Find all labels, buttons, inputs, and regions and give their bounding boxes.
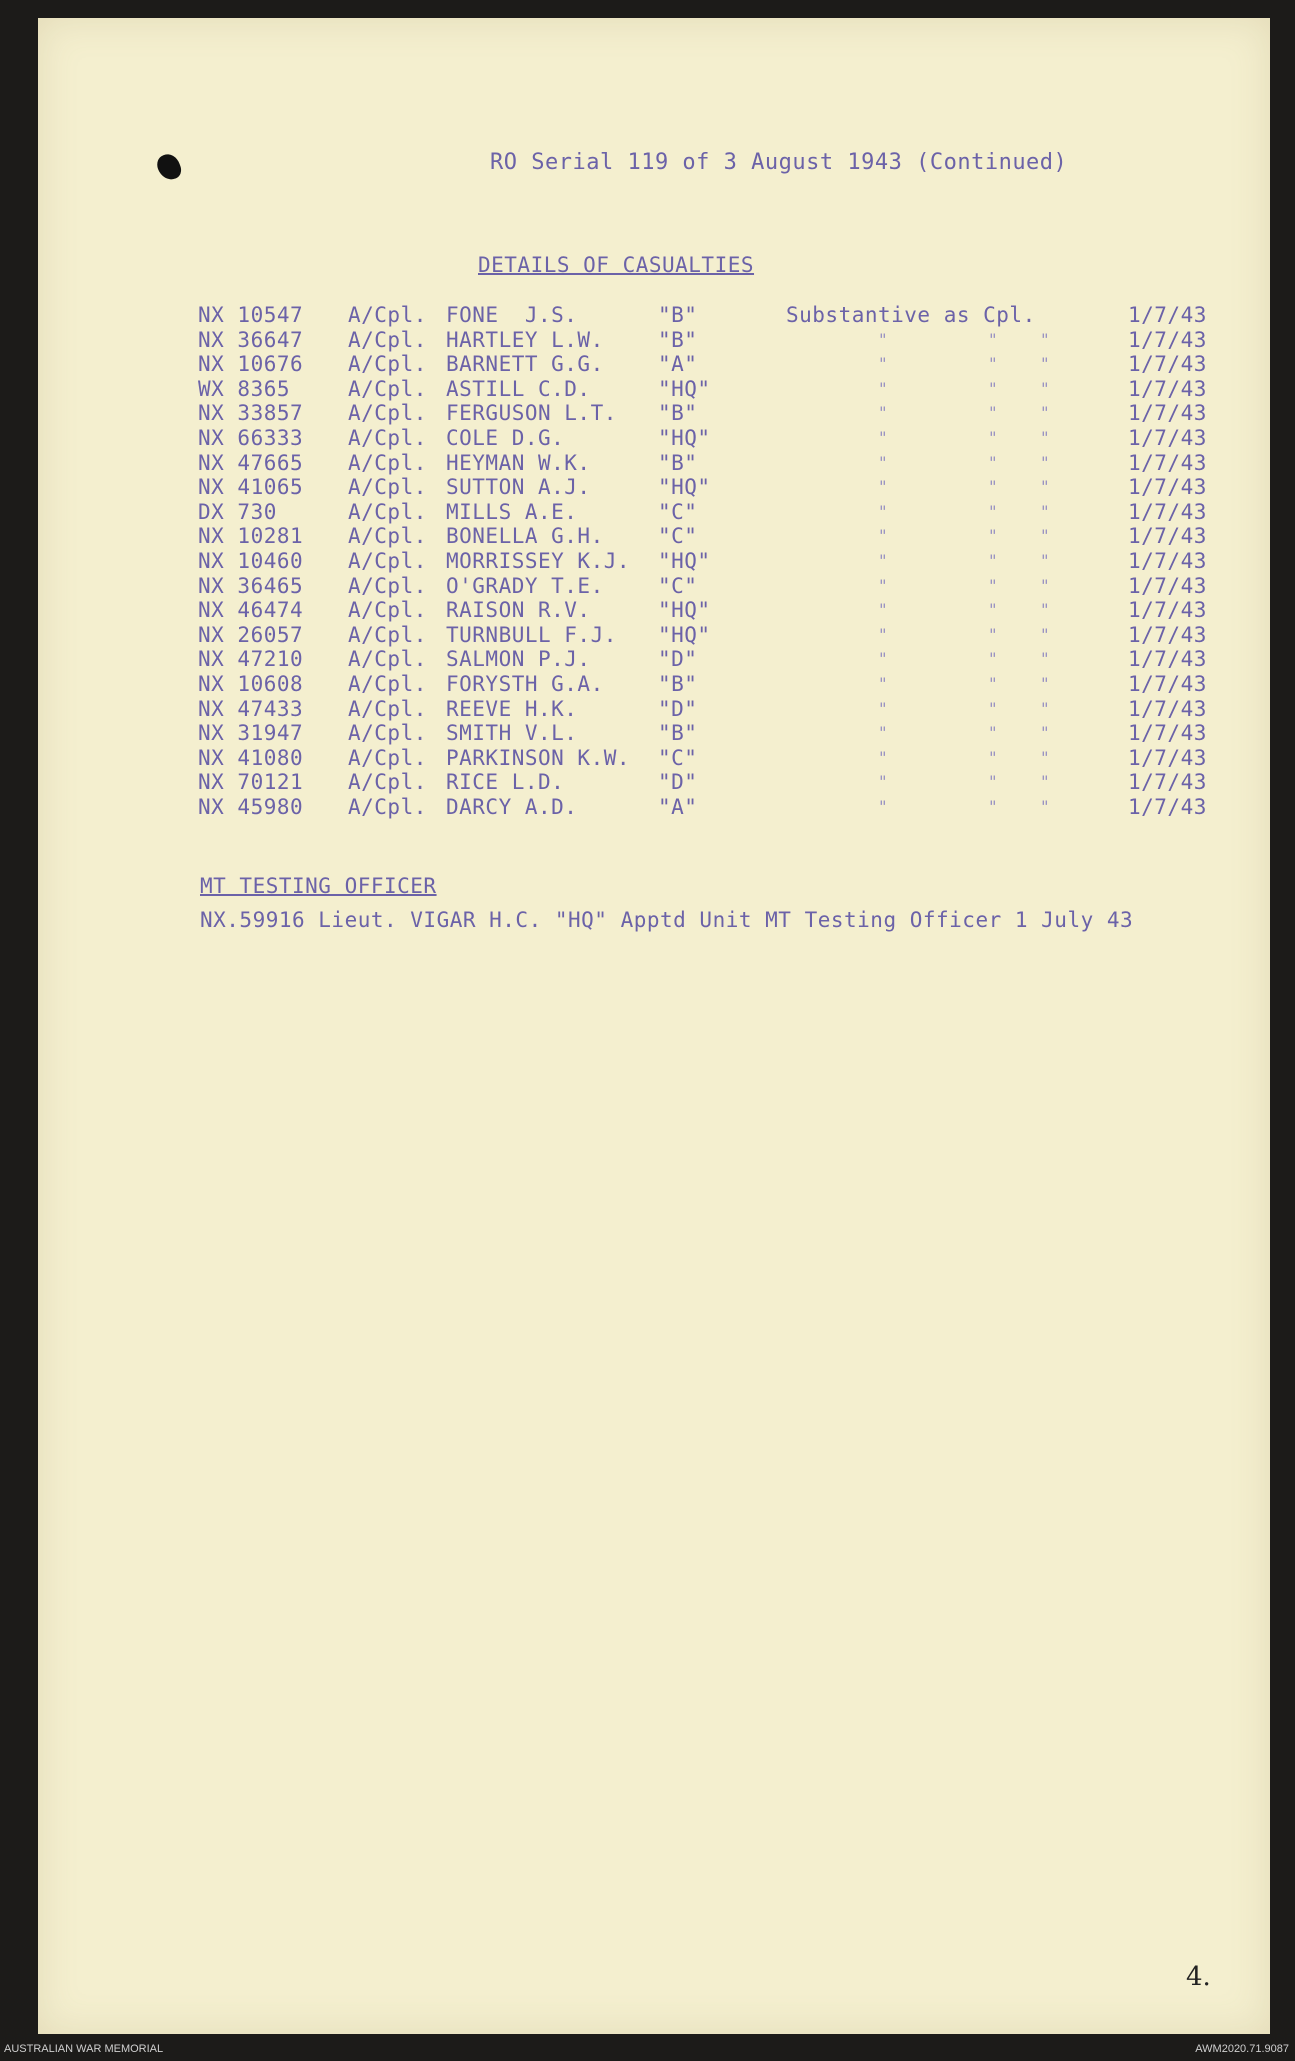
table-row: [198, 697, 1228, 722]
table-row: [198, 574, 1228, 599]
table-row: [198, 598, 1228, 623]
rank: A/Cpl.: [348, 352, 427, 377]
rank: A/Cpl.: [348, 671, 427, 696]
ditto-mark: ": [988, 698, 999, 718]
ditto-mark: ": [878, 600, 889, 620]
rank: A/Cpl.: [348, 524, 427, 549]
ditto-mark: ": [988, 772, 999, 792]
company: "B": [658, 450, 698, 475]
name: MORRISSEY K.J.: [446, 548, 631, 573]
table-row: [198, 770, 1228, 795]
ditto-mark: ": [1040, 329, 1051, 349]
rank: A/Cpl.: [348, 327, 427, 352]
ditto-mark: ": [1040, 452, 1051, 472]
ditto-mark: ": [988, 354, 999, 374]
effective-date: 1/7/43: [1128, 696, 1207, 721]
mt-officer-entry: NX.59916 Lieut. VIGAR H.C. "HQ" Apptd Unit MT Testing Officer 1 July 43: [200, 908, 1134, 932]
ditto-mark: ": [1040, 649, 1051, 669]
table-row: [198, 352, 1228, 377]
effective-date: 1/7/43: [1128, 303, 1207, 327]
ditto-mark: ": [1040, 550, 1051, 570]
company: "D": [658, 696, 698, 721]
service-number: NX 70121: [198, 770, 304, 795]
table-row: [198, 303, 1228, 328]
name: SMITH V.L.: [446, 721, 578, 746]
effective-date: 1/7/43: [1128, 524, 1207, 549]
service-number: NX 66333: [198, 425, 304, 450]
ditto-mark: ": [988, 452, 999, 472]
ditto-mark: ": [988, 378, 999, 398]
ditto-mark: ": [988, 747, 999, 767]
ditto-mark: ": [878, 501, 889, 521]
company: "HQ": [658, 475, 711, 500]
ditto-mark: ": [988, 526, 999, 546]
effective-date: 1/7/43: [1128, 327, 1207, 352]
name: FONE J.S.: [446, 303, 578, 327]
ditto-mark: ": [988, 329, 999, 349]
company: "C": [658, 573, 698, 598]
name: HARTLEY L.W.: [446, 327, 604, 352]
company: "A": [658, 794, 698, 819]
table-row: [198, 475, 1228, 500]
name: SUTTON A.J.: [446, 475, 591, 500]
ditto-mark: ": [878, 378, 889, 398]
ditto-mark: ": [988, 501, 999, 521]
effective-date: 1/7/43: [1128, 401, 1207, 426]
service-number: DX 730: [198, 499, 277, 524]
ditto-mark: ": [988, 796, 999, 816]
rank: A/Cpl.: [348, 745, 427, 770]
service-number: NX 10676: [198, 352, 304, 377]
effective-date: 1/7/43: [1128, 671, 1207, 696]
ditto-mark: ": [1040, 723, 1051, 743]
company: "HQ": [658, 548, 711, 573]
service-number: NX 10281: [198, 524, 304, 549]
ditto-mark: ": [1040, 698, 1051, 718]
company: "A": [658, 352, 698, 377]
ditto-mark: ": [878, 698, 889, 718]
name: HEYMAN W.K.: [446, 450, 591, 475]
ditto-mark: ": [1040, 477, 1051, 497]
effective-date: 1/7/43: [1128, 770, 1207, 795]
ditto-mark: ": [1040, 624, 1051, 644]
name: FORYSTH G.A.: [446, 671, 604, 696]
company: "B": [658, 671, 698, 696]
table-row: [198, 328, 1228, 353]
service-number: NX 47433: [198, 696, 304, 721]
company: "HQ": [658, 622, 711, 647]
table-row: [198, 672, 1228, 697]
ditto-mark: ": [988, 427, 999, 447]
name: PARKINSON K.W.: [446, 745, 631, 770]
effective-date: 1/7/43: [1128, 425, 1207, 450]
effective-date: 1/7/43: [1128, 499, 1207, 524]
action: Substantive as Cpl.: [786, 303, 1036, 327]
company: "C": [658, 524, 698, 549]
name: O'GRADY T.E.: [446, 573, 604, 598]
rank: A/Cpl.: [348, 548, 427, 573]
effective-date: 1/7/43: [1128, 598, 1207, 623]
service-number: NX 10547: [198, 303, 304, 327]
rank: A/Cpl.: [348, 696, 427, 721]
company: "D": [658, 647, 698, 672]
service-number: NX 36465: [198, 573, 304, 598]
ditto-mark: ": [878, 575, 889, 595]
mt-officer-title: MT TESTING OFFICER: [200, 874, 437, 898]
company: "B": [658, 401, 698, 426]
ditto-mark: ": [1040, 600, 1051, 620]
ditto-mark: ": [878, 526, 889, 546]
table-row: [198, 401, 1228, 426]
rank: A/Cpl.: [348, 401, 427, 426]
name: ASTILL C.D.: [446, 376, 591, 401]
rank: A/Cpl.: [348, 475, 427, 500]
rank: A/Cpl.: [348, 425, 427, 450]
service-number: NX 26057: [198, 622, 304, 647]
ditto-mark: ": [878, 354, 889, 374]
ditto-mark: ": [988, 600, 999, 620]
effective-date: 1/7/43: [1128, 352, 1207, 377]
footer-collection: AUSTRALIAN WAR MEMORIAL: [4, 2043, 164, 2055]
service-number: NX 41080: [198, 745, 304, 770]
company: "C": [658, 745, 698, 770]
rank: A/Cpl.: [348, 303, 427, 327]
company: "B": [658, 721, 698, 746]
service-number: NX 41065: [198, 475, 304, 500]
ditto-mark: ": [1040, 501, 1051, 521]
name: BONELLA G.H.: [446, 524, 604, 549]
company: "D": [658, 770, 698, 795]
table-row: [198, 426, 1228, 451]
company: "B": [658, 303, 698, 327]
effective-date: 1/7/43: [1128, 573, 1207, 598]
service-number: WX 8365: [198, 376, 291, 401]
effective-date: 1/7/43: [1128, 745, 1207, 770]
service-number: NX 47665: [198, 450, 304, 475]
ditto-mark: ": [878, 452, 889, 472]
rank: A/Cpl.: [348, 499, 427, 524]
rank: A/Cpl.: [348, 450, 427, 475]
ditto-mark: ": [988, 477, 999, 497]
name: RICE L.D.: [446, 770, 565, 795]
service-number: NX 33857: [198, 401, 304, 426]
ditto-mark: ": [988, 575, 999, 595]
effective-date: 1/7/43: [1128, 721, 1207, 746]
document-header: RO Serial 119 of 3 August 1943 (Continued): [490, 150, 1068, 175]
ditto-mark: ": [1040, 772, 1051, 792]
ditto-mark: ": [878, 649, 889, 669]
effective-date: 1/7/43: [1128, 376, 1207, 401]
company: "HQ": [658, 425, 711, 450]
service-number: NX 10460: [198, 548, 304, 573]
ditto-mark: ": [878, 427, 889, 447]
ditto-mark: ": [988, 624, 999, 644]
punch-hole: [154, 151, 184, 183]
ditto-mark: ": [988, 403, 999, 423]
company: "C": [658, 499, 698, 524]
name: REEVE H.K.: [446, 696, 578, 721]
service-number: NX 31947: [198, 721, 304, 746]
ditto-mark: ": [878, 550, 889, 570]
ditto-mark: ": [1040, 354, 1051, 374]
table-row: [198, 500, 1228, 525]
table-row: [198, 721, 1228, 746]
table-row: [198, 549, 1228, 574]
ditto-mark: ": [1040, 796, 1051, 816]
ditto-mark: ": [988, 673, 999, 693]
table-row: [198, 451, 1228, 476]
rank: A/Cpl.: [348, 598, 427, 623]
ditto-mark: ": [988, 649, 999, 669]
rank: A/Cpl.: [348, 622, 427, 647]
ditto-mark: ": [878, 477, 889, 497]
company: "HQ": [658, 376, 711, 401]
effective-date: 1/7/43: [1128, 475, 1207, 500]
ditto-mark: ": [878, 796, 889, 816]
rank: A/Cpl.: [348, 573, 427, 598]
ditto-mark: ": [878, 673, 889, 693]
ditto-mark: ": [988, 723, 999, 743]
table-row: [198, 623, 1228, 648]
service-number: NX 36647: [198, 327, 304, 352]
ditto-mark: ": [1040, 403, 1051, 423]
table-row: [198, 647, 1228, 672]
casualties-title: DETAILS OF CASUALTIES: [478, 253, 755, 277]
ditto-mark: ": [1040, 378, 1051, 398]
company: "HQ": [658, 598, 711, 623]
ditto-mark: ": [878, 403, 889, 423]
name: RAISON R.V.: [446, 598, 591, 623]
name: MILLS A.E.: [446, 499, 578, 524]
table-row: [198, 524, 1228, 549]
rank: A/Cpl.: [348, 721, 427, 746]
rank: A/Cpl.: [348, 376, 427, 401]
table-row: [198, 377, 1228, 402]
effective-date: 1/7/43: [1128, 450, 1207, 475]
name: TURNBULL F.J.: [446, 622, 617, 647]
rank: A/Cpl.: [348, 770, 427, 795]
service-number: NX 10608: [198, 671, 304, 696]
name: SALMON P.J.: [446, 647, 591, 672]
rank: A/Cpl.: [348, 647, 427, 672]
ditto-mark: ": [878, 329, 889, 349]
ditto-mark: ": [878, 747, 889, 767]
service-number: NX 46474: [198, 598, 304, 623]
ditto-mark: ": [1040, 427, 1051, 447]
ditto-mark: ": [1040, 526, 1051, 546]
ditto-mark: ": [988, 550, 999, 570]
ditto-mark: ": [1040, 673, 1051, 693]
effective-date: 1/7/43: [1128, 548, 1207, 573]
name: COLE D.G.: [446, 425, 565, 450]
casualties-table: [198, 303, 1228, 819]
company: "B": [658, 327, 698, 352]
footer-accession: AWM2020.71.9087: [1195, 2043, 1289, 2055]
ditto-mark: ": [1040, 747, 1051, 767]
ditto-mark: ": [1040, 575, 1051, 595]
ditto-mark: ": [878, 772, 889, 792]
rank: A/Cpl.: [348, 794, 427, 819]
effective-date: 1/7/43: [1128, 647, 1207, 672]
page-number: 4.: [1186, 1962, 1211, 1992]
name: DARCY A.D.: [446, 794, 578, 819]
name: FERGUSON L.T.: [446, 401, 617, 426]
service-number: NX 45980: [198, 794, 304, 819]
name: BARNETT G.G.: [446, 352, 604, 377]
service-number: NX 47210: [198, 647, 304, 672]
table-row: [198, 746, 1228, 771]
ditto-mark: ": [878, 624, 889, 644]
effective-date: 1/7/43: [1128, 794, 1207, 819]
table-row: [198, 795, 1228, 820]
effective-date: 1/7/43: [1128, 622, 1207, 647]
ditto-mark: ": [878, 723, 889, 743]
